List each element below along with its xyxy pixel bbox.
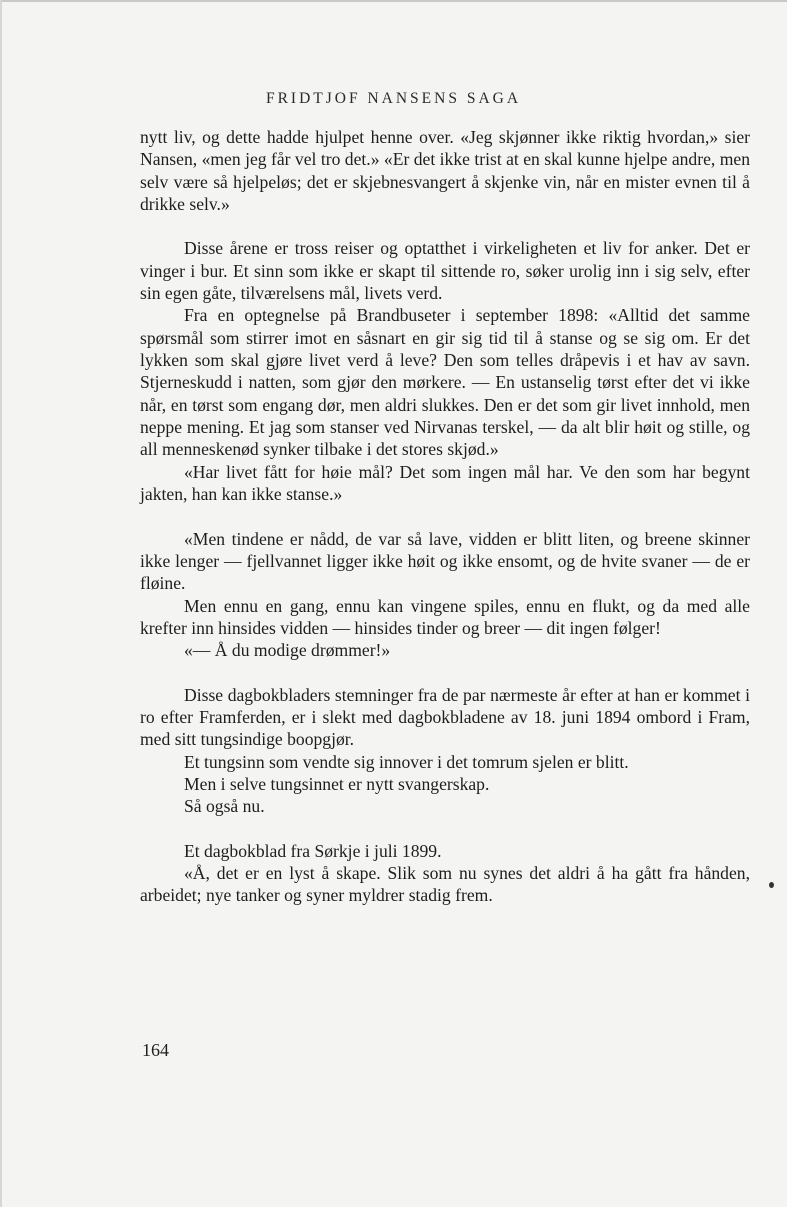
paragraph-5: «Men tindene er nådd, de var så lave, vidden er blitt liten, og breene skinner ikke lenger — fjellvannet ligger ikke høit og ikke ensomt, og de hvite svaner — de er fløine. — [140, 528, 750, 594]
paragraph-3: Fra en optegnelse på Brandbuseter i september 1898: «Alltid det samme spørsmål som stirrer imot en såsnart en gir sig tid til å stanse og se sig om. Er det lykken som skal gjøre livet verd å leve? Den som telles dråpevis i et hav av savn. Stjerneskudd i natten, som gjør den mørkere. — En ustanselig tørst efter det vi ikke når, en tørst som engang dør, men aldri slukkes. Den er det som gir livet innhold, men neppe mening. Et jag som stanser ved Nirvanas terskel, — da alt blir høit og stille, og all menneskenød synker tilbake i det stores skjød.» — [140, 305, 750, 460]
paragraph-1: nytt liv, og dette hadde hjulpet henne over. «Jeg skjønner ikke riktig hvordan,» sier Nansen, «men jeg får vel tro det.» «Er det ikke trist at en skal kunne hjelpe andre, men selv være så hjelpeløs; det er skjebnesvangert å skjenke vin, når en mister evnen til å drikke selv.» — [140, 127, 750, 215]
paragraph-9: Et tungsinn som vendte sig innover i det tomrum sjelen er blitt. — [184, 751, 629, 772]
paragraph-4: «Har livet fått for høie mål? Det som ingen mål har. Ve den som har begynt jakten, han kan ikke stanse.» — [140, 461, 750, 505]
paragraph-7: «— Å du modige drømmer!» — [184, 640, 391, 661]
ink-speck — [769, 882, 774, 888]
paragraph-13: «Å, det er en lyst å skape. Slik som nu synes det aldri å ha gått fra hånden, arbeidet; nye tanker og syner myldrer stadig frem. — [140, 862, 750, 906]
paragraph-8: Disse dagbokbladers stemninger fra de par nærmeste år efter at han er kommet i ro efter Framferden, er i slekt med dagbokbladene av 18. juni 1894 ombord i Fram, med sitt tungsindige boopgjør. — [140, 684, 750, 750]
paragraph-6: Men ennu en gang, ennu kan vingene spiles, ennu en flukt, og da med alle krefter inn hinsides vidden — hinsides tinder og breer — dit ingen følger! — [140, 595, 750, 638]
paragraph-2: Disse årene er tross reiser og optatthet i virkeligheten et liv for anker. Det er vinger i bur. Et sinn som ikke er skapt til sittende ro, søker urolig inn i sig selv, efter sin egen gåte, tilværelsens mål, livets verd. — [140, 238, 750, 304]
paragraph-11: Så også nu. — [184, 796, 265, 817]
page-left-edge — [0, 0, 2, 1207]
paragraph-10: Men i selve tungsinnet er nytt svangerskap. — [184, 773, 490, 794]
page-number: 164 — [142, 1040, 169, 1060]
paragraph-12: Et dagbokblad fra Sørkje i juli 1899. — [184, 840, 442, 861]
running-head: FRIDTJOF NANSENS SAGA — [265, 90, 522, 107]
body-text — [140, 126, 750, 907]
page-top-edge — [0, 0, 787, 2]
